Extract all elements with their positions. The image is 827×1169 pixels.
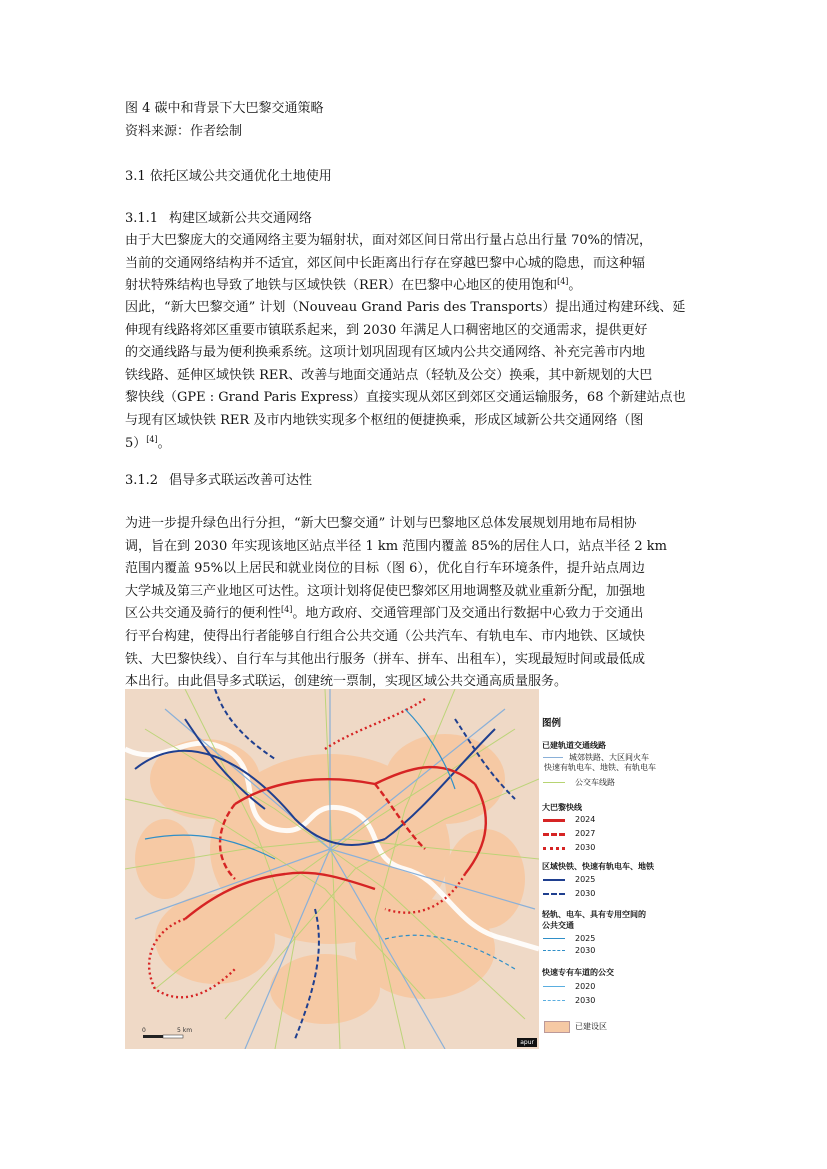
legend-row-rail: 城郊铁路、大区间火车 xyxy=(541,752,701,764)
text-line: 调，旨在到 2030 年实现该地区站点半径 1 km 范围内覆盖 85%的居住人口，站点半径 2 km xyxy=(125,538,667,554)
section-number: 3.1.2 xyxy=(125,473,159,488)
legend-row-lrt-2030: 2030 xyxy=(541,945,701,957)
legend-lrt-line1: 轻轨、电车、具有专用空间的 xyxy=(542,910,646,919)
legend-brt: 快速专有车道的公交 xyxy=(542,968,614,977)
paragraph-multimodal xyxy=(125,513,703,694)
text-line: 铁线路、延伸区域快铁 RER、改善与地面交通站点（轻轨及公交）换乘，其中新规划的大巴 xyxy=(125,367,653,383)
legend-row-gpe-2030: 2030 xyxy=(541,842,701,854)
legend-existing-rail: 已建轨道交通线路 xyxy=(542,741,606,750)
legend-rail-swatch xyxy=(543,757,563,758)
legend-row-brt-2030: 2030 xyxy=(541,995,701,1007)
section-title: 倡导多式联运改善可达性 xyxy=(169,473,313,488)
text-line: 伸现有线路将郊区重要市镇联系起来，到 2030 年满足人口稠密地区的交通需求，提供更好 xyxy=(125,322,648,338)
figure-title: 图 4 碳中和背景下大巴黎交通策略 xyxy=(125,101,324,116)
text-line: 行平台构建，使得出行者能够自行组合公共交通（公共汽车、有轨电车、市内地铁、区域快 xyxy=(125,628,646,644)
legend-title: 图例 xyxy=(542,718,562,729)
text-line: 的交通线路与最为便利换乘系统。这项计划巩固现有区域内公共交通网络、补充完善市内地 xyxy=(125,345,646,361)
text-line: 黎快线（GPE : Grand Paris Express）直接实现从郊区到郊区交通运输服务，68 个新建站点也 xyxy=(125,390,686,406)
citation-ref: [4] xyxy=(146,434,158,444)
legend-row-rer-2025: 2025 xyxy=(541,874,701,886)
text-line: 5）[4]。 xyxy=(125,434,171,451)
text-line: 大学城及第三产业地区可达性。这项计划将促使巴黎郊区用地调整及就业重新分配，加强地 xyxy=(125,583,646,599)
scale-start: 0 xyxy=(142,1027,146,1034)
legend-gpe: 大巴黎快线 xyxy=(542,803,582,812)
text-line: 射状特殊结构也导致了地铁与区域快铁（RER）在巴黎中心地区的使用饱和[4]。 xyxy=(125,277,582,294)
scale-bar xyxy=(143,1035,183,1038)
text-line: 当前的交通网络结构并不适宜，郊区间中长距离出行存在穿越巴黎中心城的隐患，而这种辐 xyxy=(125,255,646,271)
legend-row-tram: 快速有轨电车、地铁、有轨电车 xyxy=(544,763,656,772)
section-number: 3.1.1 xyxy=(125,211,159,226)
text-line: 范围内覆盖 95%以上居民和就业岗位的目标（图 6），优化自行车环境条件，提升站点周边 xyxy=(125,561,645,577)
legend-row-lrt-2025: 2025 xyxy=(541,933,701,945)
figure-caption xyxy=(125,98,703,144)
legend-row-rer-2030: 2030 xyxy=(541,888,701,900)
text-line: 铁、大巴黎快线）、自行车与其他出行服务（拼车、拼车、出租车），实现最短时间或最低成 xyxy=(125,651,646,667)
section-title: 构建区域新公共交通网络 xyxy=(169,211,313,226)
legend-row-built: 已建设区 xyxy=(541,1021,701,1033)
paragraph-network-structure xyxy=(125,230,703,298)
legend-bus-swatch xyxy=(543,782,565,783)
text-line: 本出行。由此倡导多式联运，创建统一票制，实现区域公共交通高质量服务。 xyxy=(125,674,568,690)
text-line: 与现有区域快铁 RER 及市内地铁实现多个枢纽的便捷换乘，形成区域新公共交通网络（图 xyxy=(125,412,644,428)
text-line: 为进一步提升绿色出行分担，“新大巴黎交通” 计划与巴黎地区总体发展规划用地布局相协 xyxy=(125,516,637,531)
text-line: 因此，“新大巴黎交通” 计划（Nouveau Grand Paris des Transports）提出通过构建环线、延 xyxy=(125,300,686,315)
legend-built-swatch xyxy=(544,1021,570,1033)
legend-rer: 区域快铁、快速有轨电车、地铁 xyxy=(542,862,654,871)
section-heading-3-1-2 xyxy=(125,470,703,493)
figure-source: 资料来源：作者绘制 xyxy=(125,124,243,139)
map-credit: apur xyxy=(517,1038,537,1047)
transit-map-graphic xyxy=(125,689,539,1049)
citation-ref: [4] xyxy=(557,277,569,287)
section-heading-3-1-1 xyxy=(125,208,703,231)
legend-row-bus: 公交车线路 xyxy=(541,777,701,789)
scale-end: 5 km xyxy=(177,1027,193,1034)
text-line: 由于大巴黎庞大的交通网络主要为辐射状，面对郊区间日常出行量占总出行量 70%的情况， xyxy=(125,233,653,248)
citation-ref: [4] xyxy=(281,605,293,615)
legend-row-brt-2020: 2020 xyxy=(541,981,701,993)
transit-map xyxy=(125,689,539,1049)
text-line: 区公共交通及骑行的便利性[4]。地方政府、交通管理部门及交通出行数据中心致力于交通出 xyxy=(125,605,644,622)
legend-row-gpe-2024: 2024 xyxy=(541,814,701,826)
legend-row-gpe-2027: 2027 xyxy=(541,828,701,840)
paragraph-grand-paris-plan xyxy=(125,297,703,455)
section-heading-3-1: 3.1 依托区域公共交通优化土地使用 xyxy=(125,169,332,184)
legend-lrt-line2: 公共交通 xyxy=(542,921,574,930)
map-legend xyxy=(539,689,703,1049)
